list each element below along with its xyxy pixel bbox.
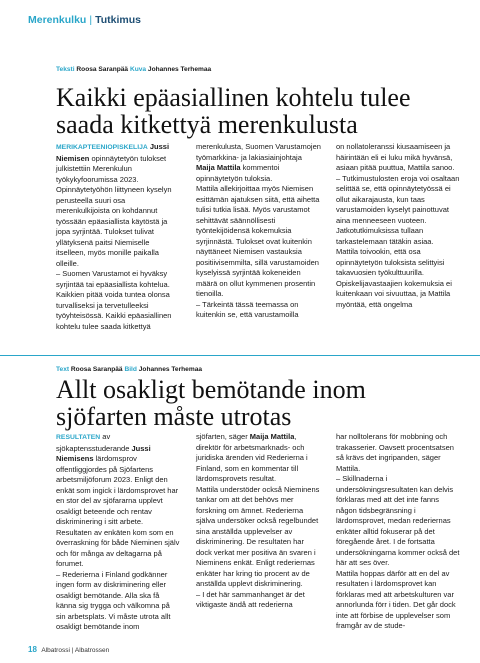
finnish-column-2 xyxy=(196,142,321,332)
person-name: Maija Mattila xyxy=(249,432,295,441)
finnish-paragraph: Mattila toivookin, että osa opinnäytetyön tuloksista selittyisi takavuosien työkulttuurilla. Opiskelijavastaajien kokemuksia ei kuitenkaan voi sivuuttaa, ja Mattila myöntää, että ongelma xyxy=(336,247,452,309)
swedish-paragraph: har nolltolerans för mobbning och trakasserier. Oavsett procentsatsen så krävs det ingripanden, säger Mattila. xyxy=(336,432,454,473)
photo-credit-author: Johannes Terhemaa xyxy=(138,366,203,373)
section-label: Merenkulku xyxy=(28,14,87,26)
paragraph-text: , direktör för arbetsmarknads- och juridiska ärenden vid Rederierna i Finland, som en kommentar till lärdomsprovets resultat. xyxy=(196,432,308,483)
swedish-headline: Allt osakligt bemötande inom sjöfarten måste utrotas xyxy=(56,375,366,431)
person-name: Jussi Niemisen xyxy=(56,142,170,163)
person-name: Jussi Niemisens xyxy=(56,443,151,463)
text-credit-author: Roosa Saranpää xyxy=(76,66,129,73)
swedish-paragraph: – I det här sammanhanget är det viktigaste ändå att rederierna xyxy=(196,589,305,609)
paragraph-text: av sjökaptensstuderande xyxy=(56,432,132,453)
paragraph-text: sjöfarten, säger xyxy=(196,432,250,441)
footer-magazine-fi: Albatrossi xyxy=(41,647,70,654)
swedish-paragraph: – Rederierna i Finland godkänner ingen form av diskriminering eller osakligt bemötande. Alla ska få känna sig trygga och välkomna på sin arbetsplats. Vi måste utrota allt osakligt bemötande inom xyxy=(56,569,171,631)
finnish-paragraph xyxy=(196,142,321,184)
swedish-credits xyxy=(56,366,202,373)
person-name: Maija Mattila xyxy=(196,163,241,172)
footer-magazine-sv: Albatrossen xyxy=(74,647,110,654)
footer-separator: | xyxy=(71,647,74,654)
paragraph-text: opinnäytetyön tulokset julkistettiin Merenkulun työkykyfoorumissa 2023. Opinnäytetyöhön liittyneen kyselyn perusteella suuri osa merenkulkijoista on kohdannut työssään epäasiallista käytöstä ja jopa syrjintää. Tulokset tulivat yllätyksenä paitsi Niemiselle itselleen, myös monille paikalla olleille. xyxy=(56,153,172,268)
header-separator: | xyxy=(89,14,93,26)
page-footer xyxy=(28,645,109,654)
text-credit-author: Roosa Saranpää xyxy=(70,366,123,373)
lead-label: MERIKAPTEENIOPISKELIJA xyxy=(56,144,148,151)
finnish-paragraph: on nollatoleranssi kiusaamiseen ja häirintään eli ei luku mikä hyvänsä, asiaan pitää puuttua, Mattila sanoo. xyxy=(336,142,455,172)
swedish-column-3 xyxy=(336,432,461,633)
photo-credit-label: Kuva xyxy=(129,66,147,73)
swedish-paragraph xyxy=(56,432,181,570)
swedish-paragraph: Mattila understöder också Nieminens tankar om att det behövs mer forskning om ämnet. Rederierna själva undersöker också regelbundet sina anställda upplevelser av diskriminering. De resultaten har dock verkat mer positiva än svaren i Nieminens enkät. Enligt rederiernas enkäter har kring tio procent av de anställda upplevt diskriminering. xyxy=(196,484,320,588)
swedish-paragraph: Mattila hoppas därför att en del av resultaten i lärdomsprovet kan förklaras med att arbetskulturen var annorlunda förr i tiden. Det går dock inte att förbise de upplevelser som framgår av de stude- xyxy=(336,568,456,630)
swedish-body xyxy=(56,432,461,633)
swedish-column-2 xyxy=(196,432,321,633)
text-credit-label: Text xyxy=(56,366,70,373)
paragraph-text: merenkulusta, Suomen Varustamojen työmarkkina- ja lakiasiainjohtaja xyxy=(196,142,321,162)
finnish-column-1 xyxy=(56,142,181,332)
paragraph-text: lärdomsprov offentliggjordes på Sjöfartens arbetsmiljöforum 2023. Enligt den enkät som ingick i lärdomsprovet har en stor del av sjöfararna upplevt osakligt beteende och rentav diskriminering i sitt arbete. Resultaten av enkäten kom som en överraskning för både Nieminen själv och för många av deltagarna på forumet. xyxy=(56,454,180,568)
subsection-label: Tutkimus xyxy=(95,14,141,26)
finnish-headline: Kaikki epäasiallinen kohtelu tulee saada kitkettyä merenkulusta xyxy=(56,83,411,139)
page-number: 18 xyxy=(28,645,37,654)
swedish-paragraph xyxy=(196,432,321,485)
finnish-paragraph: – Tärkeintä tässä teemassa on kuitenkin se, että varustamoilla xyxy=(196,299,299,319)
text-credit-label: Teksti xyxy=(56,66,75,73)
swedish-paragraph: – Skillnaderna i undersökningsresultaten kan delvis förklaras med att det inte fanns någon tidsbegränsning i lärdomsprovet, medan rederiernas enkäter alltid fokuserar på det föregående året. I de fortsatta undersökningarna kommer också det här att ses över. xyxy=(336,474,460,567)
section-header xyxy=(28,14,141,26)
paragraph-text: kommentoi opinnäytetyön tuloksia. xyxy=(196,163,280,183)
finnish-credits xyxy=(56,66,211,73)
swedish-column-1 xyxy=(56,432,181,633)
finnish-paragraph: – Suomen Varustamot ei hyväksy syrjintää tai epäasiallista kohtelua. Kaikkien pitää voida tuntea olonsa turvalliseksi ja tervetulleeksi työyhteisössä. Kaikki epäasiallinen kohtelu tulee saada kitkettyä xyxy=(56,269,172,331)
section-divider xyxy=(0,355,480,356)
lead-label: RESULTATEN xyxy=(56,434,101,441)
finnish-column-3 xyxy=(336,142,461,332)
finnish-paragraph xyxy=(56,142,181,269)
photo-credit-label: Bild xyxy=(124,366,137,373)
finnish-paragraph: – Tutkimustulosten eroja voi osaltaan selittää se, että opinnäytetyössä ei ollut aikarajausta, kun taas varustamoiden kyselyt painottuvat aina menneeseen vuoteen. Jatkotutkimuksissa tullaan tarkastelemaan tätäkin asiaa. xyxy=(336,173,460,246)
finnish-paragraph: Mattila allekirjoittaa myös Niemisen esittämän ajatuksen siitä, että aihetta tulisi tutkia lisää. Myös varustamot sehittävät säännöllisesti työntekijöidensä kokemuksia syrjinnästä. Tulokset ovat kuitenkin näyttäneet Niemisen vastauksia positiivisemmilta, sillä varustamoiden kyselyissä syrjintää kokeneiden määrä on ollut kymmenen prosentin tienoilla. xyxy=(196,184,320,298)
finnish-body xyxy=(56,142,461,332)
photo-credit-author: Johannes Terhemaa xyxy=(147,66,212,73)
